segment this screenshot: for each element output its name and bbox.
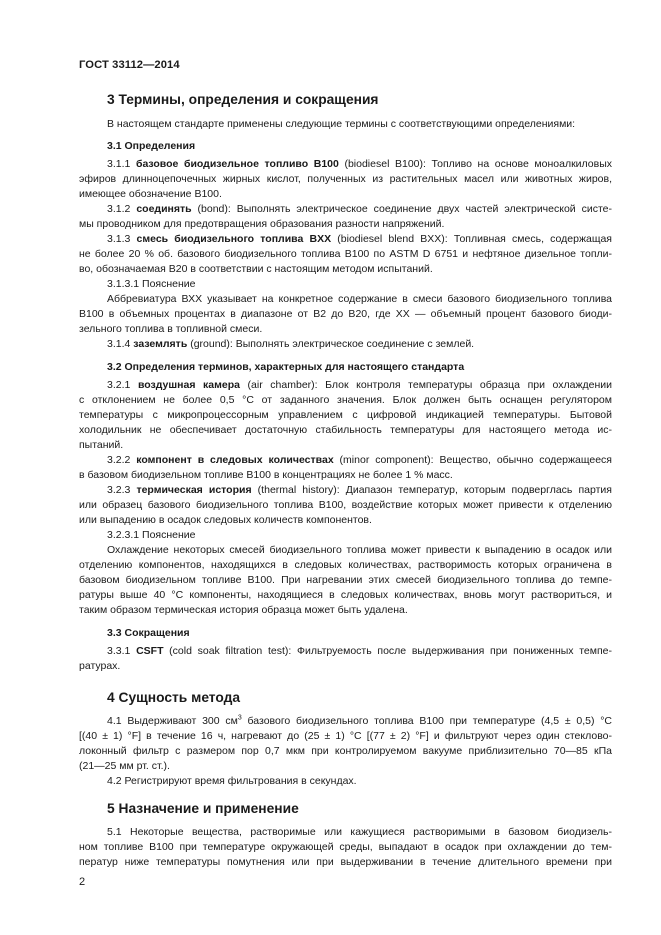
section-4-title: 4 Сущность метода [107,690,241,705]
section-3-title: 3 Термины, определения и сокращения [107,92,379,107]
note-3-2-3-1-line: Охлаждение некоторых смесей биодизельного топлива может привести к выпадению в осадок или [107,544,612,556]
term-name: заземлять [133,338,188,350]
term-3-2-3-line: или выпадению в осадок следовых количеств компонентов. [79,514,372,526]
term-3-1-2-line: мы проводником для предотвращения образования разности напряжений. [79,218,445,230]
note-3-2-3-1-line: таким образом термическая история образца может быть удалена. [79,604,408,616]
term-number: 3.2.3 [107,484,137,496]
note-3-2-3-1-line: ратуры выше 40 °С компоненты, находящиеся в следовых количествах, вновь могут раствориться, и [79,589,612,601]
term-3-2-1-line: пытаний. [79,439,124,451]
term-text: (ground): Выполнять электрическое соединение с землей. [187,338,475,350]
term-number: 3.1.4 [107,338,134,350]
note-3-1-3-1-line: В100 в объемных процентах в диапазоне от В2 до В20, где ХХ — объемный процент базового биоди- [79,308,612,320]
term-3-2-3-line: или образец базового биодизельного топлива В100, воздействие которых может привести к отделению [79,499,612,511]
term-3-1-1-line: имеющее обозначение В100. [79,188,222,200]
term-name: воздушная камера [137,379,240,391]
term-text: (air chamber): Блок контроля температуры образца при охлаждении [239,379,612,391]
term-number: 3.3.1 [107,645,137,657]
para-4-1-line: локонный фильтр с размером пор 0,7 мкм при контролируемом вакууме приблизительно 70—85 кПа [79,745,612,757]
term-3-2-1-line [79,378,612,393]
superscript: 3 [237,714,242,722]
term-number: 3.2.2 [107,454,137,466]
term-text: (bond): Выполнять электрическое соединение двух частей электрической систе- [191,203,612,215]
term-3-3-1-line [79,644,612,659]
term-3-2-1-line: холодильник не обеспечивает достаточную стабильность температуры для настоящего метода ис- [79,424,612,436]
term-number: 3.1.2 [107,203,137,215]
para-5-1-line: ном топливе В100 при температуре окружающей среды, выпадают в осадок при охлаждении до тем- [79,841,612,853]
note-3-1-3-1-line: зельного топлива в топливной смеси. [79,323,263,335]
term-3-2-2-line [79,453,612,468]
term-name: компонент в следовых количествах [136,454,334,466]
section-5-title: 5 Назначение и применение [107,801,299,816]
term-3-1-4-line [79,337,612,352]
para-4-1-line: [(40 ± 1) °F] в течение 16 ч, нагревают до (25 ± 1) °С [(77 ± 2) °F] и фильтруют через один стеклово- [79,730,612,742]
term-3-1-3-line [79,232,612,247]
term-text: (biodiesel blend BXX): Топливная смесь, содержащая [331,233,612,245]
term-text: (minor component): Вещество, обычно содержащееся [333,454,612,466]
note-3-1-3-1-line: Аббревиатура ВХХ указывает на конкретное содержание в смеси базового биодизельного топлива [107,293,612,305]
term-3-2-1-line: с отклонением не более 0,5 °С от заданного значения. Блок должен быть оснащен регулятором [79,394,612,406]
term-text: (biodiesel B100): Топливо на основе моноалкиловых [338,158,612,170]
term-3-1-1-line [79,157,612,172]
para-4-2: 4.2 Регистрируют время фильтрования в секундах. [107,775,357,787]
term-text: (thermal history): Диапазон температур, которым подверглась партия [251,484,612,496]
term-3-2-1-line: температуры с микропроцессорным управлением с цифровой индикацией температуры. Бытовой [79,409,612,421]
term-name: CSFT [136,645,164,657]
term-3-2-3-line [79,483,612,498]
note-3-2-3-1-line: отделению компонентов, находящихся в следовых количествах, растворимость которых ограничена в [79,559,612,571]
para-5-1-line: 5.1 Некоторые вещества, растворимые или кажущиеся растворимыми в базовом биодизель- [107,826,612,838]
term-number: 3.2.1 [107,379,138,391]
note-3-2-3-1-line: базовом биодизельном топливе В100. При нагревании этих смесей биодизельного топлива до темпе- [79,574,612,586]
para-5-1-line: ператур ниже температуры помутнения или при выдерживании в течение длительного времени при [79,856,612,868]
term-name: термическая история [136,484,252,496]
page-number: 2 [79,876,86,888]
term-name: базовое биодизельное топливо В100 [135,158,339,170]
section-3-intro: В настоящем стандарте применены следующие термины с соответствующими определениями: [107,118,576,130]
term-3-1-2-line [79,202,612,217]
para-text: базового биодизельного топлива В100 при температуре (4,5 ± 0,5) °С [241,715,612,727]
term-name: смесь биодизельного топлива ВXX [136,233,332,245]
term-text: (cold soak filtration test): Фильтруемость после выдерживания при пониженных темпе- [163,645,612,657]
subsection-3-1-title: 3.1 Определения [107,140,196,152]
note-3-1-3-1-label: 3.1.3.1 Пояснение [107,278,196,290]
term-3-1-1-line: эфиров длинноцепочечных жирных кислот, полученных из растительных масел или животных жиров, [79,173,612,185]
term-3-3-1-line: ратурах. [79,660,121,672]
subsection-3-3-title: 3.3 Сокращения [107,627,190,639]
term-number: 3.1.3 [107,233,137,245]
subsection-3-2-title: 3.2 Определения терминов, характерных для настоящего стандарта [107,361,465,373]
para-4-1-line [79,714,612,729]
note-3-2-3-1-label: 3.2.3.1 Пояснение [107,529,196,541]
para-text: 4.1 Выдерживают 300 см [107,715,238,727]
term-3-2-2-line: в базовом биодизельном топливе В100 в концентрациях не более 1 % масс. [79,469,453,481]
term-3-1-3-line: во, обозначаемая В20 в соответствии с настоящим методом испытаний. [79,263,433,275]
standard-header: ГОСТ 33112—2014 [79,59,180,71]
term-name: соединять [136,203,192,215]
term-number: 3.1.1 [107,158,136,170]
term-3-1-3-line: не более 20 % об. базового биодизельного топлива В100 по ASTM D 6751 и нефтяное дизельное топли- [79,248,612,260]
para-4-1-line: (21—25 мм рт. ст.). [79,760,170,772]
